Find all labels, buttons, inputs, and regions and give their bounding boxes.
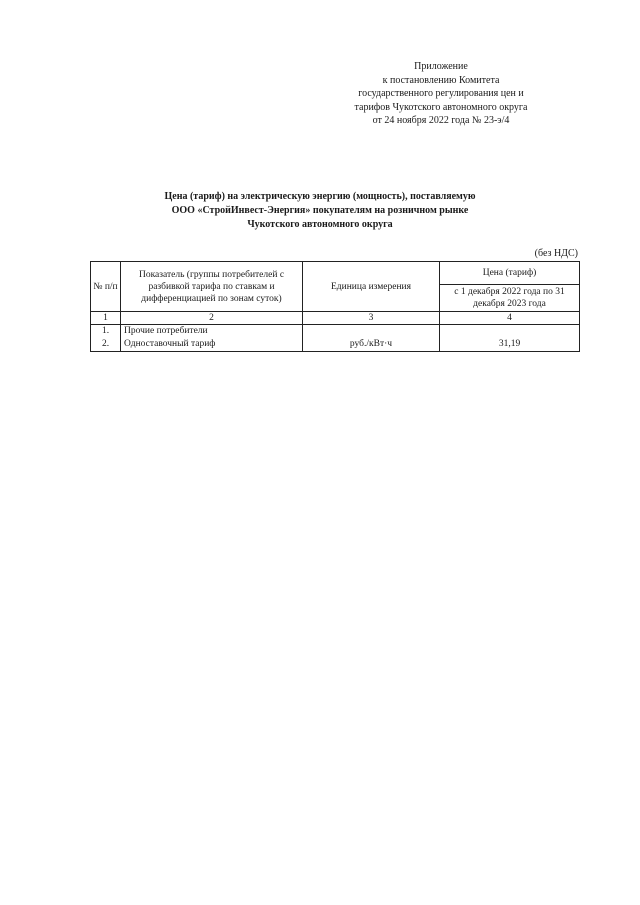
header-indicator: Показатель (группы потребителей с разбивкой тарифа по ставкам и дифференциацией по зонам суток)	[121, 262, 303, 312]
row-num: 2.	[91, 338, 121, 352]
tariff-table	[90, 261, 580, 352]
header-period: с 1 декабря 2022 года по 31 декабря 2023 года	[440, 285, 580, 312]
appendix-line: от 24 ноября 2022 года № 23-э/4	[372, 115, 510, 126]
appendix-header	[300, 60, 582, 128]
title-line: Цена (тариф) на электрическую энергию (мощность), поставляемую	[164, 191, 476, 202]
row-num: 1.	[91, 325, 121, 339]
column-number: 2	[121, 312, 303, 325]
row-price	[440, 325, 580, 339]
document-title	[60, 190, 580, 232]
table-row	[91, 338, 580, 352]
vat-note: (без НДС)	[534, 248, 578, 259]
title-line: Чукотского автономного округа	[247, 219, 393, 230]
row-price: 31,19	[440, 338, 580, 352]
row-indicator: Одноставочный тариф	[121, 338, 303, 352]
appendix-line: к постановлению Комитета	[382, 74, 500, 86]
row-unit: руб./кВт·ч	[303, 338, 440, 352]
header-unit: Единица измерения	[303, 262, 440, 312]
appendix-line: тарифов Чукотского автономного округа	[354, 101, 528, 113]
row-indicator: Прочие потребители	[121, 325, 303, 339]
column-number: 4	[440, 312, 580, 325]
column-number: 1	[91, 312, 121, 325]
appendix-line: государственного регулирования цен и	[358, 88, 524, 99]
table-row	[91, 325, 580, 339]
header-price: Цена (тариф)	[440, 262, 580, 285]
column-number-row	[91, 312, 580, 325]
table-header-row	[91, 262, 580, 285]
column-number: 3	[303, 312, 440, 325]
title-line: ООО «СтройИнвест-Энергия» покупателям на розничном рынке	[171, 205, 469, 216]
appendix-line: Приложение	[414, 61, 468, 72]
row-unit	[303, 325, 440, 339]
header-num: № п/п	[91, 262, 121, 312]
